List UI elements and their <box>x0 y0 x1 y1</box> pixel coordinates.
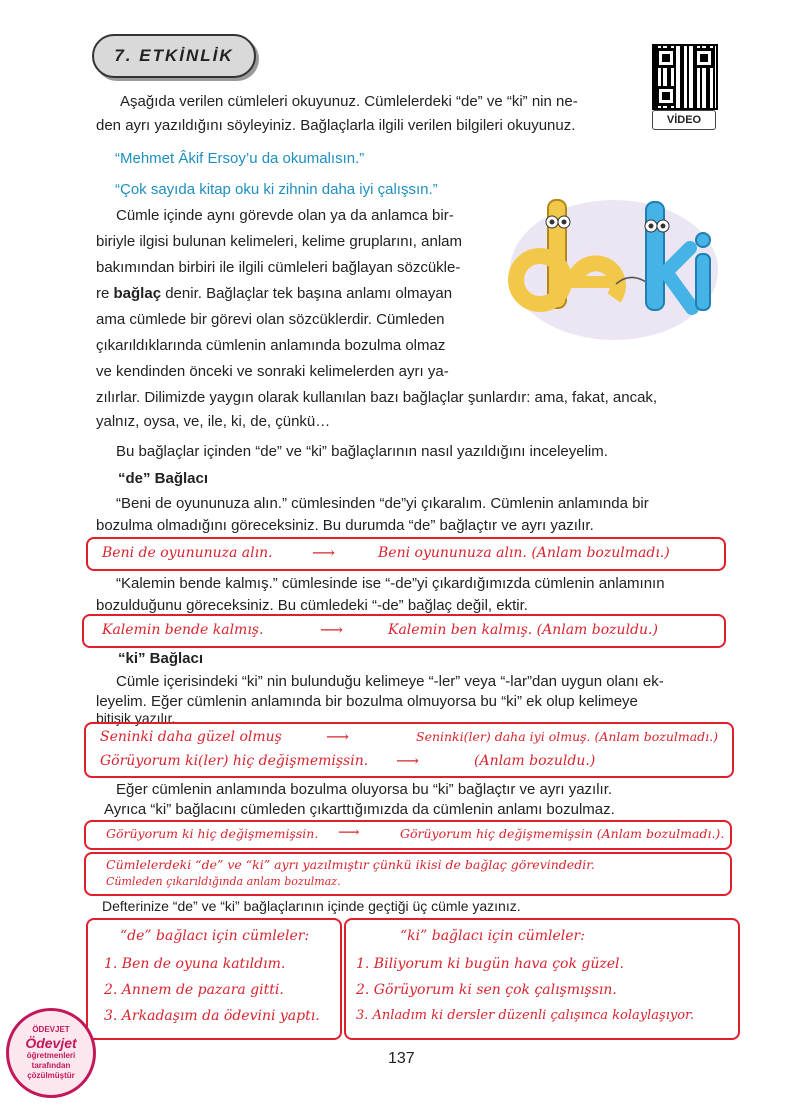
def-line-3: bakımından birbiri ile ilgili cümleleri bağlayan sözcükle- <box>96 259 461 276</box>
def-line-4 <box>96 282 452 306</box>
answer-ki-1b-right: (Anlam bozuldu.) <box>474 753 596 769</box>
de-heading: “de” Bağlacı <box>118 470 209 487</box>
bold-term: bağlaç <box>113 285 162 302</box>
intro-line-1: Aşağıda verilen cümleleri okuyunuz. Cümlelerdeki “de” ve “ki” nin ne- <box>120 93 578 110</box>
activity-title: 7. ETKİNLİK <box>114 46 234 65</box>
de-examples-title: “de” bağlacı için cümleler: <box>120 928 310 944</box>
stamp-top: ÖDEVJET <box>32 1025 70 1034</box>
ki-examples-box <box>344 918 740 1040</box>
ki-p2-line-2: Ayrıca “ki” bağlacını cümleden çıkarttığımızda da cümlenin anlamı bozulmaz. <box>104 801 615 818</box>
intro-line-2: den ayrı yazıldığını söyleyiniz. Bağlaçlarla ilgili verilen bilgileri okuyunuz. <box>96 117 576 134</box>
de-p2-line-1: “Kalemin bende kalmış.” cümlesinde ise “-de”yi çıkardığımızda cümlenin anlamının <box>116 575 665 592</box>
de-ki-illustration <box>506 192 720 342</box>
ki-examples-title: “ki” bağlacı için cümleler: <box>400 928 585 944</box>
stamp-line-1: öğretmenleri <box>26 1051 76 1060</box>
answer-de-2-right: Kalemin ben kalmış. (Anlam bozuldu.) <box>388 622 658 638</box>
ki-p1-line-2: leyelim. Eğer cümlenin anlamında bir bozulma olmuyorsa bu “ki” ek olup kelimeye <box>96 693 638 710</box>
quote-1: “Mehmet Âkif Ersoy’u da okumalısın.” <box>115 150 365 167</box>
answer-ki-2-left: Görüyorum ki hiç değişmemişsin. <box>106 826 319 841</box>
ki-p2-line-1: Eğer cümlenin anlamında bozulma oluyorsa bu “ki” bağlaçtır ve ayrı yazılır. <box>116 781 613 798</box>
answer-de-1-right: Beni oyununuza alın. (Anlam bozulmadı.) <box>378 545 670 561</box>
de-example-3: 3. Arkadaşım da ödevini yaptı. <box>104 1008 320 1024</box>
examine-line: Bu bağlaçlar içinden “de” ve “ki” bağlaçlarının nasıl yazıldığını inceleyelim. <box>116 443 608 460</box>
arrow-icon: ⟶ <box>326 727 349 746</box>
answer-ki-1a-left: Seninki daha güzel olmuş <box>100 729 282 745</box>
qr-code-icon[interactable] <box>652 44 718 110</box>
def-line-6: çıkarıldıklarında cümlenin anlamında bozulma olmaz <box>96 337 446 354</box>
video-label[interactable]: VİDEO <box>652 110 716 130</box>
de-example-1: 1. Ben de oyuna katıldım. <box>104 956 286 972</box>
de-example-2: 2. Annem de pazara gitti. <box>104 982 284 998</box>
activity-badge <box>92 34 256 78</box>
ki-example-3: 3. Anladım ki dersler düzenli çalışınca kolaylaşıyor. <box>356 1008 694 1023</box>
arrow-icon: ⟶ <box>396 751 419 770</box>
answer-de-1-left: Beni de oyununuza alın. <box>102 545 273 561</box>
stamp-line-3: çözülmüştür <box>27 1071 75 1080</box>
page-number: 137 <box>388 1050 415 1067</box>
def-line-1: Cümle içinde aynı görevde olan ya da anlamca bir- <box>116 207 454 224</box>
def-line-9: yalnız, oysa, ve, ile, ki, de, çünkü… <box>96 413 331 430</box>
answer-ki-1a-right: Seninki(ler) daha iyi olmuş. (Anlam bozulmadı.) <box>416 729 719 744</box>
task-instruction: Defterinize “de” ve “ki” bağlaçlarının içinde geçtiği üç cümle yazınız. <box>102 898 521 914</box>
def-line-7: ve kendinden önceki ve sonraki kelimelerden ayrı ya- <box>96 363 449 380</box>
def-line-4-pre: re <box>96 285 114 302</box>
ki-example-1: 1. Biliyorum ki bugün hava çok güzel. <box>356 956 624 972</box>
answer-ki-3-line-2: Cümleden çıkarıldığında anlam bozulmaz. <box>106 875 341 888</box>
de-examples-box <box>86 918 342 1040</box>
answer-ki-1b-left: Görüyorum ki(ler) hiç değişmemişsin. <box>100 753 369 769</box>
ki-p1-line-3: bitişik yazılır. <box>96 710 176 726</box>
stamp-line-2: tarafından <box>31 1061 71 1070</box>
answer-ki-2-right: Görüyorum hiç değişmemişsin (Anlam bozulmadı.). <box>400 826 725 841</box>
answer-box-ki-3 <box>84 852 732 896</box>
answer-ki-3-line-1: Cümlelerdeki “de” ve “ki” ayrı yazılmıştır çünkü ikisi de bağlaç görevindedir. <box>106 857 595 872</box>
de-p2-line-2: bozulduğunu göreceksiniz. Bu cümledeki “-de” bağlaç değil, ektir. <box>96 597 528 614</box>
odevjet-stamp-logo <box>6 1008 96 1098</box>
answer-box-ki-1 <box>84 722 734 778</box>
ki-p1-line-1: Cümle içerisindeki “ki” nin bulunduğu kelimeye “-ler” veya “-lar”dan uygun olanı ek- <box>116 673 664 690</box>
def-line-8: zılırlar. Dilimizde yaygın olarak kullanılan bazı bağlaçlar şunlardır: ama, fakat, ancak, <box>96 389 658 406</box>
arrow-icon: ⟶ <box>320 620 343 639</box>
def-line-2: biriyle ilgisi bulunan kelimeleri, kelime gruplarını, anlam <box>96 233 462 250</box>
answer-box-de-2 <box>82 614 726 648</box>
arrow-icon: ⟶ <box>338 823 360 841</box>
de-p1-line-2: bozulma olmadığını göreceksiniz. Bu durumda “de” bağlaçtır ve ayrı yazılır. <box>96 517 594 534</box>
answer-de-2-left: Kalemin bende kalmış. <box>102 622 264 638</box>
def-line-4-post: denir. Bağlaçlar tek başına anlamı olmayan <box>161 285 453 302</box>
def-line-5: ama cümlede bir görevi olan sözcüklerdir. Cümleden <box>96 311 445 328</box>
stamp-name: Ödevjet <box>25 1035 77 1051</box>
de-p1-line-1: “Beni de oyununuza alın.” cümlesinden “de”yi çıkaralım. Cümlenin anlamında bir <box>116 495 649 512</box>
answer-box-de-1 <box>86 537 726 571</box>
ki-heading: “ki” Bağlacı <box>118 650 204 667</box>
ki-example-2: 2. Görüyorum ki sen çok çalışmışsın. <box>356 982 617 998</box>
arrow-icon: ⟶ <box>312 543 335 562</box>
answer-box-ki-2 <box>84 820 732 850</box>
quote-2: “Çok sayıda kitap oku ki zihnin daha iyi çalışsın.” <box>115 181 438 198</box>
